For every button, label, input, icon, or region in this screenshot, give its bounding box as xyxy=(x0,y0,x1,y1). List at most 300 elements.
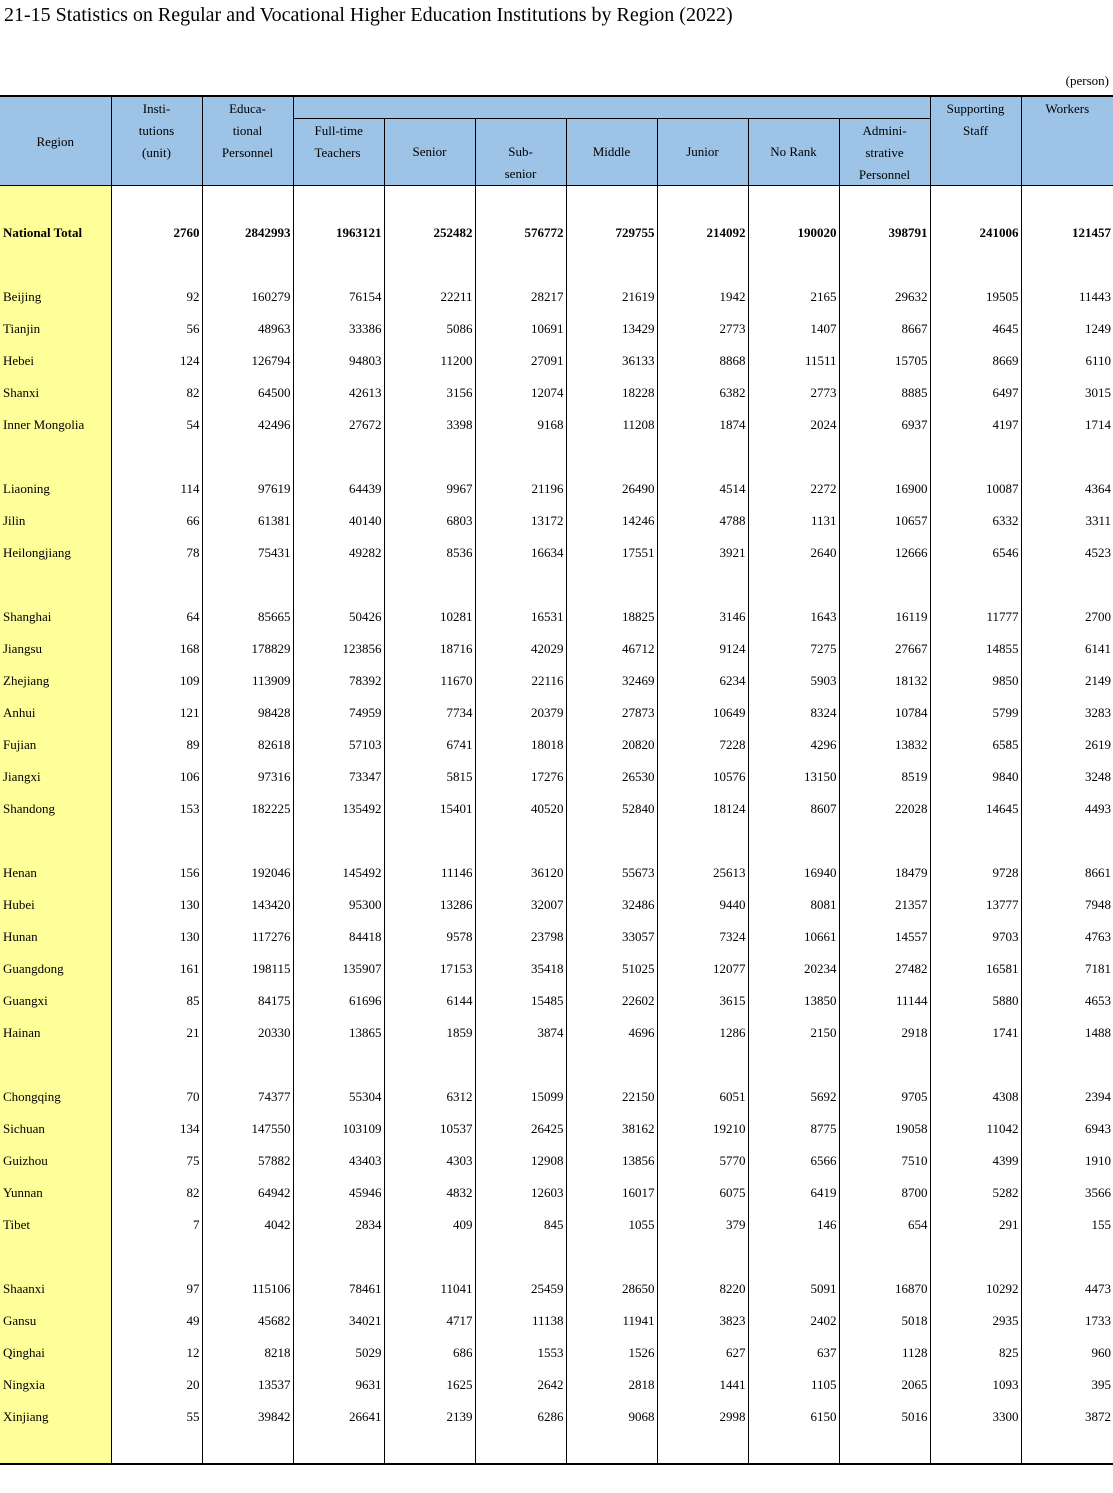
value-cell: 3156 xyxy=(384,377,475,409)
spacer-cell xyxy=(384,1433,475,1464)
table-row xyxy=(0,1113,1113,1145)
value-cell: 3398 xyxy=(384,409,475,441)
value-cell: 15099 xyxy=(475,1081,566,1113)
value-cell: 52840 xyxy=(566,793,657,825)
table-row xyxy=(0,1017,1113,1049)
value-cell: 78 xyxy=(111,537,202,569)
spacer-cell xyxy=(111,569,202,601)
value-cell: 10661 xyxy=(748,921,839,953)
value-cell: 2139 xyxy=(384,1401,475,1433)
value-cell: 4296 xyxy=(748,729,839,761)
value-cell: 33386 xyxy=(293,313,384,345)
spacer-cell xyxy=(384,249,475,281)
value-cell: 6332 xyxy=(930,505,1021,537)
value-cell: 85665 xyxy=(202,601,293,633)
header-fulltime-line1: Full-time xyxy=(314,123,363,138)
spacer-cell xyxy=(657,186,748,218)
value-cell: 147550 xyxy=(202,1113,293,1145)
value-cell: 5770 xyxy=(657,1145,748,1177)
value-cell: 9168 xyxy=(475,409,566,441)
region-name-cell: Xinjiang xyxy=(0,1401,111,1433)
value-cell: 28650 xyxy=(566,1273,657,1305)
value-cell: 143420 xyxy=(202,889,293,921)
value-cell: 16870 xyxy=(839,1273,930,1305)
page-title: 21-15 Statistics on Regular and Vocational Higher Education Institutions by Region (2022) xyxy=(4,4,733,26)
spacer-cell xyxy=(111,186,202,218)
region-name-cell: Guangxi xyxy=(0,985,111,1017)
table-row xyxy=(0,473,1113,505)
value-cell: 6150 xyxy=(748,1401,839,1433)
spacer-cell xyxy=(839,569,930,601)
spacer-cell xyxy=(839,1049,930,1081)
value-cell: 11041 xyxy=(384,1273,475,1305)
spacer-cell xyxy=(293,441,384,473)
spacer-cell xyxy=(111,1049,202,1081)
spacer-cell xyxy=(566,1433,657,1464)
value-cell: 13429 xyxy=(566,313,657,345)
value-cell: 2640 xyxy=(748,537,839,569)
value-cell: 45946 xyxy=(293,1177,384,1209)
value-cell: 40140 xyxy=(293,505,384,537)
value-cell: 21196 xyxy=(475,473,566,505)
value-cell: 50426 xyxy=(293,601,384,633)
value-cell: 1733 xyxy=(1021,1305,1113,1337)
value-cell: 7275 xyxy=(748,633,839,665)
value-cell: 21619 xyxy=(566,281,657,313)
header-supporting-staff xyxy=(930,96,1021,186)
value-cell: 146 xyxy=(748,1209,839,1241)
value-cell: 25613 xyxy=(657,857,748,889)
header-educational-line3: Personnel xyxy=(221,145,274,160)
table-row xyxy=(0,377,1113,409)
value-cell: 2918 xyxy=(839,1017,930,1049)
value-cell: 18716 xyxy=(384,633,475,665)
spacer-cell xyxy=(475,1049,566,1081)
value-cell: 26490 xyxy=(566,473,657,505)
spacer-cell xyxy=(566,186,657,218)
value-cell: 126794 xyxy=(202,345,293,377)
spacer-cell xyxy=(0,825,111,857)
spacer-cell xyxy=(475,569,566,601)
value-cell: 3248 xyxy=(1021,761,1113,793)
value-cell: 82 xyxy=(111,377,202,409)
table-row xyxy=(0,889,1113,921)
spacer-cell xyxy=(0,1241,111,1273)
value-cell: 8536 xyxy=(384,537,475,569)
table-row xyxy=(0,345,1113,377)
header-region: Region xyxy=(0,96,111,186)
value-cell: 1128 xyxy=(839,1337,930,1369)
value-cell: 252482 xyxy=(384,217,475,249)
unit-label: (person) xyxy=(1065,73,1109,88)
value-cell: 6075 xyxy=(657,1177,748,1209)
value-cell: 33057 xyxy=(566,921,657,953)
value-cell: 94803 xyxy=(293,345,384,377)
spacer-cell xyxy=(930,441,1021,473)
value-cell: 14855 xyxy=(930,633,1021,665)
spacer-cell xyxy=(839,1433,930,1464)
value-cell: 2834 xyxy=(293,1209,384,1241)
value-cell: 46712 xyxy=(566,633,657,665)
spacer-cell xyxy=(1021,825,1113,857)
value-cell: 1714 xyxy=(1021,409,1113,441)
value-cell: 7734 xyxy=(384,697,475,729)
region-name-cell: Shanxi xyxy=(0,377,111,409)
value-cell: 64942 xyxy=(202,1177,293,1209)
value-cell: 1625 xyxy=(384,1369,475,1401)
value-cell: 12074 xyxy=(475,377,566,409)
spacer-cell xyxy=(293,249,384,281)
header-fulltime-line2: Teachers xyxy=(314,145,361,160)
value-cell: 13850 xyxy=(748,985,839,1017)
value-cell: 26425 xyxy=(475,1113,566,1145)
region-name-cell: Ningxia xyxy=(0,1369,111,1401)
header-junior-line1: Junior xyxy=(686,144,719,159)
value-cell: 70 xyxy=(111,1081,202,1113)
spacer-cell xyxy=(566,1241,657,1273)
value-cell: 686 xyxy=(384,1337,475,1369)
table-row xyxy=(0,1337,1113,1369)
value-cell: 5029 xyxy=(293,1337,384,1369)
spacer-cell xyxy=(1021,441,1113,473)
header-admin-line2: strative xyxy=(865,145,904,160)
value-cell: 13865 xyxy=(293,1017,384,1049)
value-cell: 82618 xyxy=(202,729,293,761)
value-cell: 55673 xyxy=(566,857,657,889)
value-cell: 66 xyxy=(111,505,202,537)
value-cell: 8868 xyxy=(657,345,748,377)
value-cell: 84175 xyxy=(202,985,293,1017)
spacer-cell xyxy=(930,569,1021,601)
value-cell: 4645 xyxy=(930,313,1021,345)
value-cell: 32486 xyxy=(566,889,657,921)
value-cell: 6110 xyxy=(1021,345,1113,377)
value-cell: 22211 xyxy=(384,281,475,313)
header-administrative-personnel xyxy=(839,119,930,186)
value-cell: 18825 xyxy=(566,601,657,633)
region-name-cell: Gansu xyxy=(0,1305,111,1337)
value-cell: 51025 xyxy=(566,953,657,985)
value-cell: 5016 xyxy=(839,1401,930,1433)
value-cell: 6803 xyxy=(384,505,475,537)
region-name-cell: Tibet xyxy=(0,1209,111,1241)
value-cell: 11138 xyxy=(475,1305,566,1337)
value-cell: 3566 xyxy=(1021,1177,1113,1209)
region-name-cell: Hainan xyxy=(0,1017,111,1049)
spacer-cell xyxy=(0,441,111,473)
value-cell: 10657 xyxy=(839,505,930,537)
value-cell: 49282 xyxy=(293,537,384,569)
value-cell: 14557 xyxy=(839,921,930,953)
value-cell: 6234 xyxy=(657,665,748,697)
value-cell: 12666 xyxy=(839,537,930,569)
value-cell: 4399 xyxy=(930,1145,1021,1177)
region-name-cell: Hubei xyxy=(0,889,111,921)
value-cell: 3921 xyxy=(657,537,748,569)
spacer-cell xyxy=(293,186,384,218)
header-senior-line1: Senior xyxy=(412,144,447,159)
header-fulltime-teachers xyxy=(293,119,384,186)
value-cell: 17551 xyxy=(566,537,657,569)
spacer-cell xyxy=(930,1241,1021,1273)
table-row xyxy=(0,697,1113,729)
value-cell: 113909 xyxy=(202,665,293,697)
value-cell: 409 xyxy=(384,1209,475,1241)
value-cell: 2998 xyxy=(657,1401,748,1433)
region-name-cell: Sichuan xyxy=(0,1113,111,1145)
value-cell: 11146 xyxy=(384,857,475,889)
header-middle-line1: Middle xyxy=(592,144,631,159)
header-top-spacer xyxy=(293,96,930,119)
value-cell: 6497 xyxy=(930,377,1021,409)
value-cell: 4832 xyxy=(384,1177,475,1209)
header-institutions-line3: (unit) xyxy=(142,145,171,160)
spacer-cell xyxy=(839,186,930,218)
value-cell: 6312 xyxy=(384,1081,475,1113)
spacer-cell xyxy=(1021,1433,1113,1464)
value-cell: 64500 xyxy=(202,377,293,409)
value-cell: 11200 xyxy=(384,345,475,377)
value-cell: 729755 xyxy=(566,217,657,249)
value-cell: 4717 xyxy=(384,1305,475,1337)
value-cell: 97619 xyxy=(202,473,293,505)
value-cell: 20 xyxy=(111,1369,202,1401)
region-name-cell: Heilongjiang xyxy=(0,537,111,569)
value-cell: 7181 xyxy=(1021,953,1113,985)
value-cell: 3283 xyxy=(1021,697,1113,729)
value-cell: 18018 xyxy=(475,729,566,761)
table-row xyxy=(0,505,1113,537)
value-cell: 6937 xyxy=(839,409,930,441)
value-cell: 27667 xyxy=(839,633,930,665)
spacer-cell xyxy=(748,825,839,857)
spacer-cell xyxy=(1021,186,1113,218)
spacer-cell xyxy=(293,1241,384,1273)
value-cell: 11144 xyxy=(839,985,930,1017)
value-cell: 4523 xyxy=(1021,537,1113,569)
region-name-cell: Tianjin xyxy=(0,313,111,345)
header-admin-line1: Admini- xyxy=(862,123,907,138)
value-cell: 8607 xyxy=(748,793,839,825)
region-name-cell: Jiangsu xyxy=(0,633,111,665)
spacer-cell xyxy=(293,825,384,857)
value-cell: 1131 xyxy=(748,505,839,537)
value-cell: 22602 xyxy=(566,985,657,1017)
value-cell: 3874 xyxy=(475,1017,566,1049)
value-cell: 2760 xyxy=(111,217,202,249)
value-cell: 4696 xyxy=(566,1017,657,1049)
value-cell: 15705 xyxy=(839,345,930,377)
spacer-cell xyxy=(111,1241,202,1273)
value-cell: 155 xyxy=(1021,1209,1113,1241)
spacer-cell xyxy=(1021,569,1113,601)
value-cell: 8220 xyxy=(657,1273,748,1305)
value-cell: 130 xyxy=(111,921,202,953)
value-cell: 1553 xyxy=(475,1337,566,1369)
value-cell: 39842 xyxy=(202,1401,293,1433)
spacer-cell xyxy=(293,569,384,601)
spacer-cell xyxy=(566,1049,657,1081)
value-cell: 5815 xyxy=(384,761,475,793)
value-cell: 27091 xyxy=(475,345,566,377)
value-cell: 12603 xyxy=(475,1177,566,1209)
value-cell: 35418 xyxy=(475,953,566,985)
value-cell: 22116 xyxy=(475,665,566,697)
value-cell: 109 xyxy=(111,665,202,697)
region-name-cell: Guangdong xyxy=(0,953,111,985)
value-cell: 198115 xyxy=(202,953,293,985)
table-row xyxy=(0,921,1113,953)
value-cell: 2773 xyxy=(657,313,748,345)
table-row xyxy=(0,409,1113,441)
value-cell: 2842993 xyxy=(202,217,293,249)
spacer-cell xyxy=(202,1049,293,1081)
value-cell: 1859 xyxy=(384,1017,475,1049)
value-cell: 2065 xyxy=(839,1369,930,1401)
value-cell: 1488 xyxy=(1021,1017,1113,1049)
value-cell: 18124 xyxy=(657,793,748,825)
value-cell: 78461 xyxy=(293,1273,384,1305)
header-supporting-line2: Staff xyxy=(962,123,989,138)
header-institutions-line2: tutions xyxy=(138,123,175,138)
value-cell: 8885 xyxy=(839,377,930,409)
value-cell: 22150 xyxy=(566,1081,657,1113)
value-cell: 395 xyxy=(1021,1369,1113,1401)
header-workers-line1: Workers xyxy=(1045,101,1090,116)
value-cell: 20820 xyxy=(566,729,657,761)
value-cell: 16119 xyxy=(839,601,930,633)
table-row xyxy=(0,953,1113,985)
spacer-cell xyxy=(930,186,1021,218)
value-cell: 135907 xyxy=(293,953,384,985)
header-educational-personnel xyxy=(202,96,293,186)
value-cell: 3615 xyxy=(657,985,748,1017)
value-cell: 9440 xyxy=(657,889,748,921)
value-cell: 8081 xyxy=(748,889,839,921)
header-subsenior-line1: Sub- xyxy=(508,144,533,159)
value-cell: 4364 xyxy=(1021,473,1113,505)
value-cell: 13832 xyxy=(839,729,930,761)
spacer-cell xyxy=(384,825,475,857)
value-cell: 2024 xyxy=(748,409,839,441)
value-cell: 19058 xyxy=(839,1113,930,1145)
value-cell: 95300 xyxy=(293,889,384,921)
table-row xyxy=(0,793,1113,825)
value-cell: 43403 xyxy=(293,1145,384,1177)
table-header xyxy=(0,96,1113,186)
value-cell: 627 xyxy=(657,1337,748,1369)
spacer-cell xyxy=(111,825,202,857)
value-cell: 18479 xyxy=(839,857,930,889)
spacer-cell xyxy=(748,186,839,218)
value-cell: 98428 xyxy=(202,697,293,729)
value-cell: 2149 xyxy=(1021,665,1113,697)
value-cell: 74377 xyxy=(202,1081,293,1113)
value-cell: 1407 xyxy=(748,313,839,345)
value-cell: 11208 xyxy=(566,409,657,441)
value-cell: 74959 xyxy=(293,697,384,729)
spacer-cell xyxy=(475,249,566,281)
value-cell: 6566 xyxy=(748,1145,839,1177)
value-cell: 5018 xyxy=(839,1305,930,1337)
value-cell: 9578 xyxy=(384,921,475,953)
value-cell: 8218 xyxy=(202,1337,293,1369)
value-cell: 9124 xyxy=(657,633,748,665)
value-cell: 5880 xyxy=(930,985,1021,1017)
value-cell: 114 xyxy=(111,473,202,505)
value-cell: 13150 xyxy=(748,761,839,793)
national-total-row xyxy=(0,217,1113,249)
value-cell: 4788 xyxy=(657,505,748,537)
value-cell: 3872 xyxy=(1021,1401,1113,1433)
value-cell: 2165 xyxy=(748,281,839,313)
value-cell: 7 xyxy=(111,1209,202,1241)
value-cell: 825 xyxy=(930,1337,1021,1369)
value-cell: 5091 xyxy=(748,1273,839,1305)
value-cell: 4303 xyxy=(384,1145,475,1177)
table-row xyxy=(0,1273,1113,1305)
value-cell: 28217 xyxy=(475,281,566,313)
value-cell: 10691 xyxy=(475,313,566,345)
spacer-cell xyxy=(566,441,657,473)
value-cell: 9840 xyxy=(930,761,1021,793)
value-cell: 85 xyxy=(111,985,202,1017)
value-cell: 2402 xyxy=(748,1305,839,1337)
table-row xyxy=(0,1209,1113,1241)
value-cell: 55304 xyxy=(293,1081,384,1113)
table-body xyxy=(0,186,1113,1465)
value-cell: 32469 xyxy=(566,665,657,697)
region-name-cell: Beijing xyxy=(0,281,111,313)
spacer-cell xyxy=(0,1049,111,1081)
value-cell: 121 xyxy=(111,697,202,729)
value-cell: 12 xyxy=(111,1337,202,1369)
value-cell: 160279 xyxy=(202,281,293,313)
value-cell: 84418 xyxy=(293,921,384,953)
region-name-cell: Hunan xyxy=(0,921,111,953)
spacer-cell xyxy=(111,1433,202,1464)
value-cell: 1643 xyxy=(748,601,839,633)
spacer-cell xyxy=(202,249,293,281)
value-cell: 29632 xyxy=(839,281,930,313)
value-cell: 5903 xyxy=(748,665,839,697)
header-educational-line2: tional xyxy=(232,123,263,138)
spacer-cell xyxy=(475,1433,566,1464)
value-cell: 27672 xyxy=(293,409,384,441)
spacer-cell xyxy=(475,825,566,857)
header-middle xyxy=(566,119,657,186)
value-cell: 168 xyxy=(111,633,202,665)
spacer-cell xyxy=(202,1241,293,1273)
spacer-cell xyxy=(657,825,748,857)
value-cell: 20379 xyxy=(475,697,566,729)
region-name-cell: Inner Mongolia xyxy=(0,409,111,441)
value-cell: 22028 xyxy=(839,793,930,825)
value-cell: 9631 xyxy=(293,1369,384,1401)
spacer-cell xyxy=(293,1049,384,1081)
value-cell: 13172 xyxy=(475,505,566,537)
value-cell: 26641 xyxy=(293,1401,384,1433)
value-cell: 97316 xyxy=(202,761,293,793)
spacer-cell xyxy=(657,1241,748,1273)
value-cell: 153 xyxy=(111,793,202,825)
value-cell: 16531 xyxy=(475,601,566,633)
spacer-cell xyxy=(475,441,566,473)
spacer-cell xyxy=(1021,1049,1113,1081)
region-name-cell: Shaanxi xyxy=(0,1273,111,1305)
spacer-cell xyxy=(657,1433,748,1464)
table-row xyxy=(0,601,1113,633)
